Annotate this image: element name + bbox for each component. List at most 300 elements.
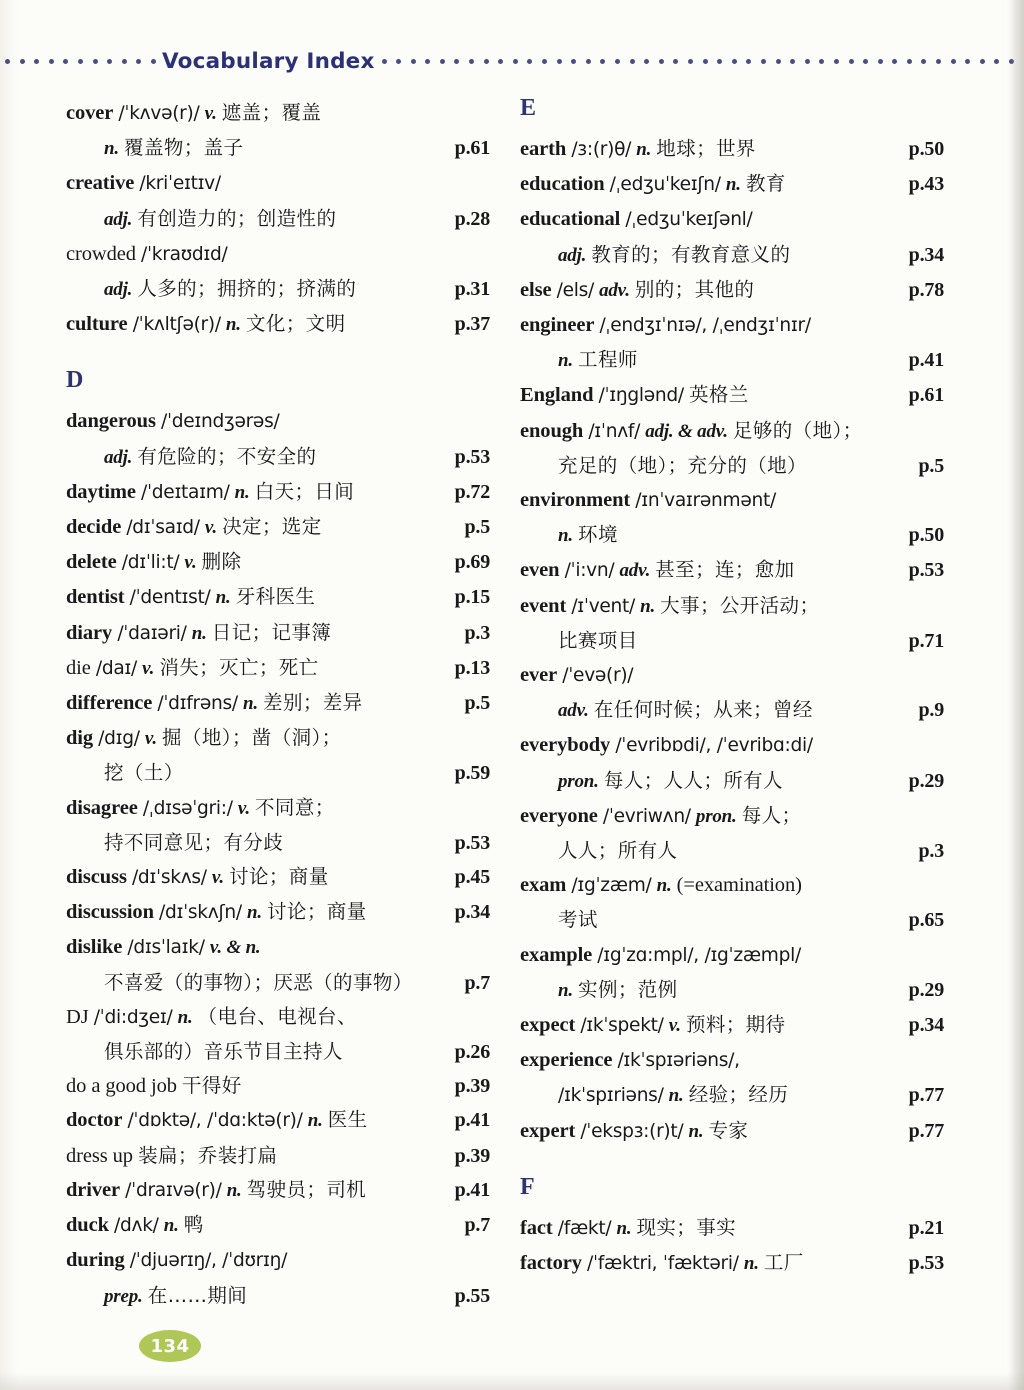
entry-text (520, 1211, 878, 1246)
index-entry-line (66, 1208, 490, 1243)
entry-headword: dislike (66, 936, 123, 959)
index-entry (520, 1211, 944, 1246)
dot (557, 59, 562, 64)
dot (454, 59, 459, 64)
entry-text (520, 238, 878, 273)
entry-text (520, 483, 878, 518)
entry-page-ref: p.5 (464, 516, 490, 539)
index-entry-line (66, 616, 490, 651)
index-entry-line (66, 1000, 490, 1035)
entry-headword: engineer (520, 314, 595, 337)
entry-text (520, 1043, 878, 1078)
entry-text (520, 518, 878, 553)
entry-text (520, 1078, 878, 1113)
entry-phonetic: /dɪg/ (98, 728, 140, 750)
index-entry (520, 1043, 944, 1113)
index-entry-line (520, 903, 944, 937)
index-entry-line (520, 589, 944, 624)
index-entry-line (520, 167, 944, 202)
entry-phonetic: /daɪ/ (95, 657, 138, 679)
entry-gloss: 比赛项目 (558, 628, 638, 652)
dot (5, 59, 10, 64)
entry-headword: DJ (66, 1005, 89, 1028)
dot (49, 59, 54, 64)
entry-part-of-speech: n. (243, 693, 258, 715)
index-entry (66, 791, 490, 860)
index-entry (520, 1246, 944, 1281)
dot (498, 59, 503, 64)
index-entry-line (520, 1211, 944, 1246)
entry-phonetic: /ˈdjuərɪŋ/, /ˈdʊrɪŋ/ (129, 1250, 288, 1272)
entry-gloss: 干得好 (182, 1074, 242, 1098)
index-entry-line (66, 721, 490, 756)
entry-part-of-speech: n. (640, 595, 656, 617)
entry-headword: daytime (66, 480, 136, 503)
index-entry-line (520, 378, 944, 413)
entry-text (66, 440, 424, 475)
entry-text (66, 131, 424, 166)
entry-phonetic: /dɪˈli:t/ (121, 552, 180, 574)
entry-phonetic: /dʌk/ (114, 1215, 159, 1237)
index-entry (66, 307, 490, 342)
entry-phonetic: /ɪkˈspɪəriəns/, (617, 1050, 740, 1072)
dot-rule-right (378, 44, 1018, 78)
index-entry-line (520, 624, 944, 658)
entry-page-ref: p.5 (464, 692, 490, 715)
entry-page-ref: p.13 (454, 656, 490, 679)
entry-headword: dress up (66, 1144, 133, 1167)
entry-part-of-speech: n. (688, 1120, 704, 1142)
index-entry-line (520, 834, 944, 868)
dot (761, 59, 766, 64)
entry-page-ref: p.59 (454, 762, 490, 785)
index-entry-line (66, 545, 490, 580)
dot (396, 59, 401, 64)
dot (63, 59, 68, 64)
dot (78, 59, 83, 64)
entry-text (66, 272, 424, 307)
entry-text (66, 545, 424, 580)
entry-text (66, 651, 424, 686)
entry-headword: driver (66, 1178, 121, 1201)
entry-gloss: 人多的；拥挤的；挤满的 (137, 277, 357, 301)
entry-text (520, 938, 878, 973)
entry-part-of-speech: n. (225, 314, 241, 336)
entry-gloss: 足够的（地）； (732, 418, 863, 442)
entry-text (66, 1208, 424, 1243)
index-entry-line (66, 1243, 490, 1278)
entry-headword: event (520, 594, 567, 617)
index-entry (66, 96, 490, 166)
entry-page-ref: p.53 (454, 445, 490, 468)
entry-gloss: 大事；公开活动； (660, 593, 820, 617)
entry-headword: environment (520, 489, 631, 512)
entry-page-ref: p.50 (908, 138, 944, 160)
index-entry-line (66, 1139, 490, 1173)
entry-gloss: 遮盖；覆盖 (221, 101, 322, 124)
entry-text (66, 96, 424, 131)
dot (513, 59, 518, 64)
entry-text (520, 273, 878, 308)
entry-part-of-speech: n. (668, 1085, 684, 1107)
entry-phonetic: /ˌedʒuˈkeɪʃənl/ (625, 209, 753, 231)
entry-text (520, 1008, 878, 1043)
dot (994, 59, 999, 64)
dot (732, 59, 737, 64)
entry-gloss: 预料；期待 (685, 1013, 786, 1037)
entry-gloss: 充足的（地）；充分的（地） (558, 453, 807, 477)
index-entry (66, 404, 490, 474)
dot (542, 59, 547, 64)
index-entry-line (66, 686, 490, 721)
entry-text (66, 1000, 424, 1035)
index-entry-line (66, 1173, 490, 1208)
index-entry-line (66, 895, 490, 930)
entry-text (520, 834, 878, 868)
entry-page-ref: p.43 (908, 173, 944, 196)
entry-headword: everybody (520, 734, 611, 757)
entry-gloss: 讨论；商量 (267, 900, 367, 924)
index-entry-line (66, 826, 490, 860)
entry-part-of-speech: adj. (104, 279, 133, 301)
entry-gloss: 地球；世界 (656, 137, 756, 160)
entry-text (520, 308, 878, 343)
entry-page-ref: p.9 (918, 699, 944, 722)
index-entry-line (520, 238, 944, 273)
index-entry (66, 580, 490, 615)
entry-text (66, 475, 424, 510)
index-entry (66, 1069, 490, 1103)
index-entry-line (66, 96, 490, 131)
index-entry-line (520, 449, 944, 483)
index-entry (520, 1114, 944, 1149)
entry-phonetic: /ˌdɪsəˈgri:/ (142, 797, 233, 819)
index-entry (520, 1008, 944, 1043)
index-entry-line (66, 1035, 490, 1069)
entry-headword: difference (66, 692, 153, 715)
entry-phonetic: /ˈdɒktə/, /ˈdɑ:ktə(r)/ (127, 1110, 303, 1132)
entry-headword: expert (520, 1119, 576, 1142)
entry-page-ref: p.41 (454, 1178, 490, 1201)
entry-gloss: 实例；范例 (578, 977, 678, 1001)
entry-page-ref: p.39 (454, 1144, 490, 1167)
entry-phonetic: /ˈkʌltʃə(r)/ (132, 314, 221, 336)
entry-part-of-speech: v. (204, 517, 217, 539)
entry-text (66, 686, 424, 721)
index-entry-line (66, 651, 490, 686)
index-entry-line (66, 237, 490, 272)
dot (469, 59, 474, 64)
entry-text (520, 973, 878, 1008)
entry-text (520, 764, 878, 799)
entry-page-ref: p.29 (908, 769, 944, 792)
index-entry (66, 895, 490, 930)
index-entry (66, 545, 490, 580)
entry-phonetic: /ˈdaɪəri/ (117, 622, 187, 644)
entry-phonetic: /dɪˈskʌʃn/ (159, 902, 242, 924)
index-entry-line (520, 1043, 944, 1078)
entry-part-of-speech: v. (204, 103, 217, 124)
running-head (0, 44, 1024, 78)
entry-gloss: 专家 (708, 1118, 749, 1142)
entry-headword: discussion (66, 901, 154, 924)
entry-gloss: (=examination) (676, 874, 802, 897)
dot (980, 59, 985, 64)
entry-page-ref: p.61 (908, 384, 944, 407)
entry-page-ref: p.61 (454, 137, 490, 160)
entry-headword: disagree (66, 796, 138, 819)
dot (892, 59, 897, 64)
entry-headword: fact (520, 1216, 553, 1239)
entry-text (66, 202, 424, 237)
entry-page-ref: p.41 (908, 349, 944, 372)
dot (630, 59, 635, 64)
entry-headword: creative (66, 172, 135, 195)
entry-text (520, 414, 878, 449)
entry-text (520, 658, 878, 693)
index-entry (520, 414, 944, 483)
entry-headword: earth (520, 138, 567, 160)
index-entry-line (66, 1069, 490, 1103)
entry-headword: everyone (520, 804, 598, 827)
index-entry (66, 860, 490, 895)
index-entry-line (66, 404, 490, 439)
entry-page-ref: p.31 (454, 278, 490, 301)
entry-headword: exam (520, 874, 567, 897)
entry-text (520, 589, 878, 624)
index-entry (520, 868, 944, 937)
dot (527, 59, 532, 64)
entry-text (520, 167, 878, 202)
entry-phonetic: /ˈdentɪst/ (129, 587, 211, 609)
dot (936, 59, 941, 64)
index-entry (520, 273, 944, 308)
index-entry-line (66, 440, 490, 475)
entry-phonetic: /ˌedʒuˈkeɪʃn/ (609, 174, 721, 196)
index-entry-line (66, 966, 490, 1000)
entry-phonetic: /dɪˈsaɪd/ (126, 517, 200, 539)
index-entry (520, 728, 944, 798)
entry-gloss: 消失；灭亡；死亡 (159, 655, 319, 679)
entry-page-ref: p.71 (908, 629, 944, 652)
entry-headword: else (520, 278, 552, 301)
entry-page-ref: p.3 (464, 621, 490, 644)
index-entry-line (520, 658, 944, 693)
entry-text (520, 1114, 878, 1149)
entry-phonetic: /dɪsˈlaɪk/ (127, 937, 205, 959)
entry-text (520, 903, 878, 937)
entry-part-of-speech: v. & n. (209, 937, 261, 959)
entry-page-ref: p.34 (908, 1014, 944, 1037)
entry-page-ref: p.69 (454, 551, 490, 574)
entry-headword: dentist (66, 586, 125, 609)
index-entry-line (520, 1114, 944, 1149)
entry-part-of-speech: adv. (558, 700, 589, 722)
dot (965, 59, 970, 64)
index-entry-line (66, 1279, 490, 1314)
entry-text (66, 791, 424, 826)
entry-page-ref: p.28 (454, 207, 490, 230)
section-letter-spacer (66, 392, 490, 404)
dot (805, 59, 810, 64)
entry-headword: expect (520, 1014, 576, 1037)
entry-headword: education (520, 173, 605, 196)
dot (122, 59, 127, 64)
entry-gloss: 日记；记事簿 (211, 620, 332, 644)
entry-text (520, 378, 878, 413)
entry-gloss: 覆盖物；盖子 (124, 136, 244, 160)
entry-gloss: 持不同意见；有分歧 (104, 830, 284, 854)
entry-gloss: 人人；所有人 (558, 839, 678, 863)
entry-page-ref: p.77 (908, 1119, 944, 1142)
index-entry (520, 483, 944, 553)
entry-gloss: 装扁；乔装打扁 (138, 1143, 278, 1167)
dot (93, 59, 98, 64)
index-column-left (66, 96, 490, 1314)
entry-part-of-speech: n. (191, 622, 207, 644)
entry-text (66, 721, 424, 756)
dot (586, 59, 591, 64)
dot (907, 59, 912, 64)
entry-gloss: 甚至；连；愈加 (655, 558, 795, 582)
index-entry-line (520, 518, 944, 553)
entry-gloss: 经验；经历 (688, 1083, 789, 1107)
entry-text (66, 756, 424, 790)
entry-part-of-speech: v. (144, 728, 157, 750)
entry-text (66, 826, 424, 860)
dot (717, 59, 722, 64)
entry-headword: dangerous (66, 410, 156, 433)
index-entry-line (66, 272, 490, 307)
entry-part-of-speech: prep. (104, 1285, 143, 1307)
index-entry-line (66, 510, 490, 545)
entry-phonetic: /ɪgˈzæm/ (571, 875, 652, 897)
entry-text (520, 693, 878, 728)
entry-text (520, 728, 878, 763)
entry-part-of-speech: n. (246, 902, 262, 924)
entry-gloss: 决定；选定 (222, 515, 322, 539)
entry-phonetic: /ˈdi:dʒeɪ/ (93, 1006, 173, 1028)
entry-part-of-speech: v. (184, 552, 197, 574)
entry-headword: dig (66, 727, 94, 750)
entry-phonetic: /ˈevə(r)/ (562, 665, 634, 687)
entry-page-ref: p.53 (908, 1252, 944, 1275)
entry-phonetic: /dɪˈskʌs/ (131, 867, 207, 889)
entry-gloss: 工厂 (763, 1251, 804, 1275)
entry-phonetic: /ɪˈnʌf/ (588, 420, 641, 442)
entry-text (66, 1173, 424, 1208)
index-entry-line (66, 580, 490, 615)
entry-phonetic: /ˌendʒɪˈnɪə/, /ˌendʒɪˈnɪr/ (599, 315, 811, 337)
entry-gloss: 文化；文明 (245, 312, 346, 336)
entry-text (66, 616, 424, 651)
index-entry (66, 616, 490, 651)
entry-phonetic: /ɪkˈspekt/ (580, 1015, 664, 1037)
entry-phonetic: /ˈɪŋglənd/ (598, 385, 684, 407)
entry-gloss: 别的；其他的 (634, 277, 755, 301)
entry-phonetic: /ˈevriwʌn/ (602, 805, 691, 827)
entry-text (66, 237, 424, 272)
entry-headword: delete (66, 551, 117, 574)
entry-headword: factory (520, 1252, 582, 1275)
entry-gloss: 每人； (741, 803, 802, 827)
index-entry (66, 1139, 490, 1173)
entry-part-of-speech: n. (234, 481, 250, 503)
index-entry (66, 1208, 490, 1243)
dot (382, 59, 387, 64)
entry-part-of-speech: n. (616, 1217, 632, 1239)
dot (703, 59, 708, 64)
entry-part-of-speech: adj. (104, 208, 133, 230)
section-letter-spacer (520, 1199, 944, 1211)
index-entry (66, 1000, 490, 1069)
entry-phonetic: /ˈdɪfrəns/ (157, 693, 238, 715)
entry-page-ref: p.50 (908, 524, 944, 547)
page-number-badge: 134 (139, 1330, 201, 1362)
entry-gloss: 讨论；商量 (229, 865, 329, 889)
index-entry-line (520, 483, 944, 518)
index-entry (520, 167, 944, 202)
entry-headword: diary (66, 621, 113, 644)
index-entry-line (66, 860, 490, 895)
entry-page-ref: p.41 (454, 1109, 490, 1132)
entry-phonetic: /ˈkraʊdɪd/ (141, 243, 228, 265)
dot (440, 59, 445, 64)
index-entry-line (520, 1008, 944, 1043)
index-entry-line (66, 202, 490, 237)
entry-text (520, 868, 878, 903)
entry-phonetic: /ɪnˈvaɪrənmənt/ (635, 490, 776, 512)
index-entry-line (520, 868, 944, 903)
index-entry (66, 930, 490, 999)
index-entry (520, 132, 944, 167)
entry-part-of-speech: adj. (104, 446, 133, 468)
index-entry (66, 721, 490, 790)
index-entry-line (520, 202, 944, 237)
index-entry (520, 308, 944, 378)
entry-text (66, 966, 424, 1000)
dot (644, 59, 649, 64)
entry-page-ref: p.3 (918, 840, 944, 863)
entry-text (66, 1103, 424, 1138)
entry-headword: decide (66, 516, 122, 539)
entry-page-ref: p.55 (454, 1284, 490, 1307)
index-entry (66, 686, 490, 721)
dot (615, 59, 620, 64)
entry-headword: experience (520, 1049, 613, 1072)
entry-phonetic: /ˈi:vn/ (564, 560, 615, 582)
entry-page-ref: p.34 (908, 243, 944, 266)
dot (411, 59, 416, 64)
index-entry-line (66, 307, 490, 342)
entry-page-ref: p.53 (908, 559, 944, 582)
entry-headword: cover (66, 102, 114, 124)
dot (746, 59, 751, 64)
entry-text (520, 132, 878, 167)
index-entry (520, 553, 944, 588)
entry-phonetic: /ˈevribɒdi/, /ˈevribɑ:di/ (615, 735, 813, 757)
dot (819, 59, 824, 64)
entry-phonetic: /els/ (556, 279, 594, 301)
entry-part-of-speech: n. (725, 174, 741, 196)
entry-part-of-speech: n. (656, 875, 672, 897)
dot (107, 59, 112, 64)
index-column-right (520, 96, 944, 1281)
entry-headword: die (66, 656, 91, 679)
entry-text (520, 449, 878, 483)
entry-phonetic: /ˈfæktri, ˈfæktəri/ (587, 1253, 739, 1275)
entry-gloss: 有创造力的；创造性的 (137, 206, 337, 230)
